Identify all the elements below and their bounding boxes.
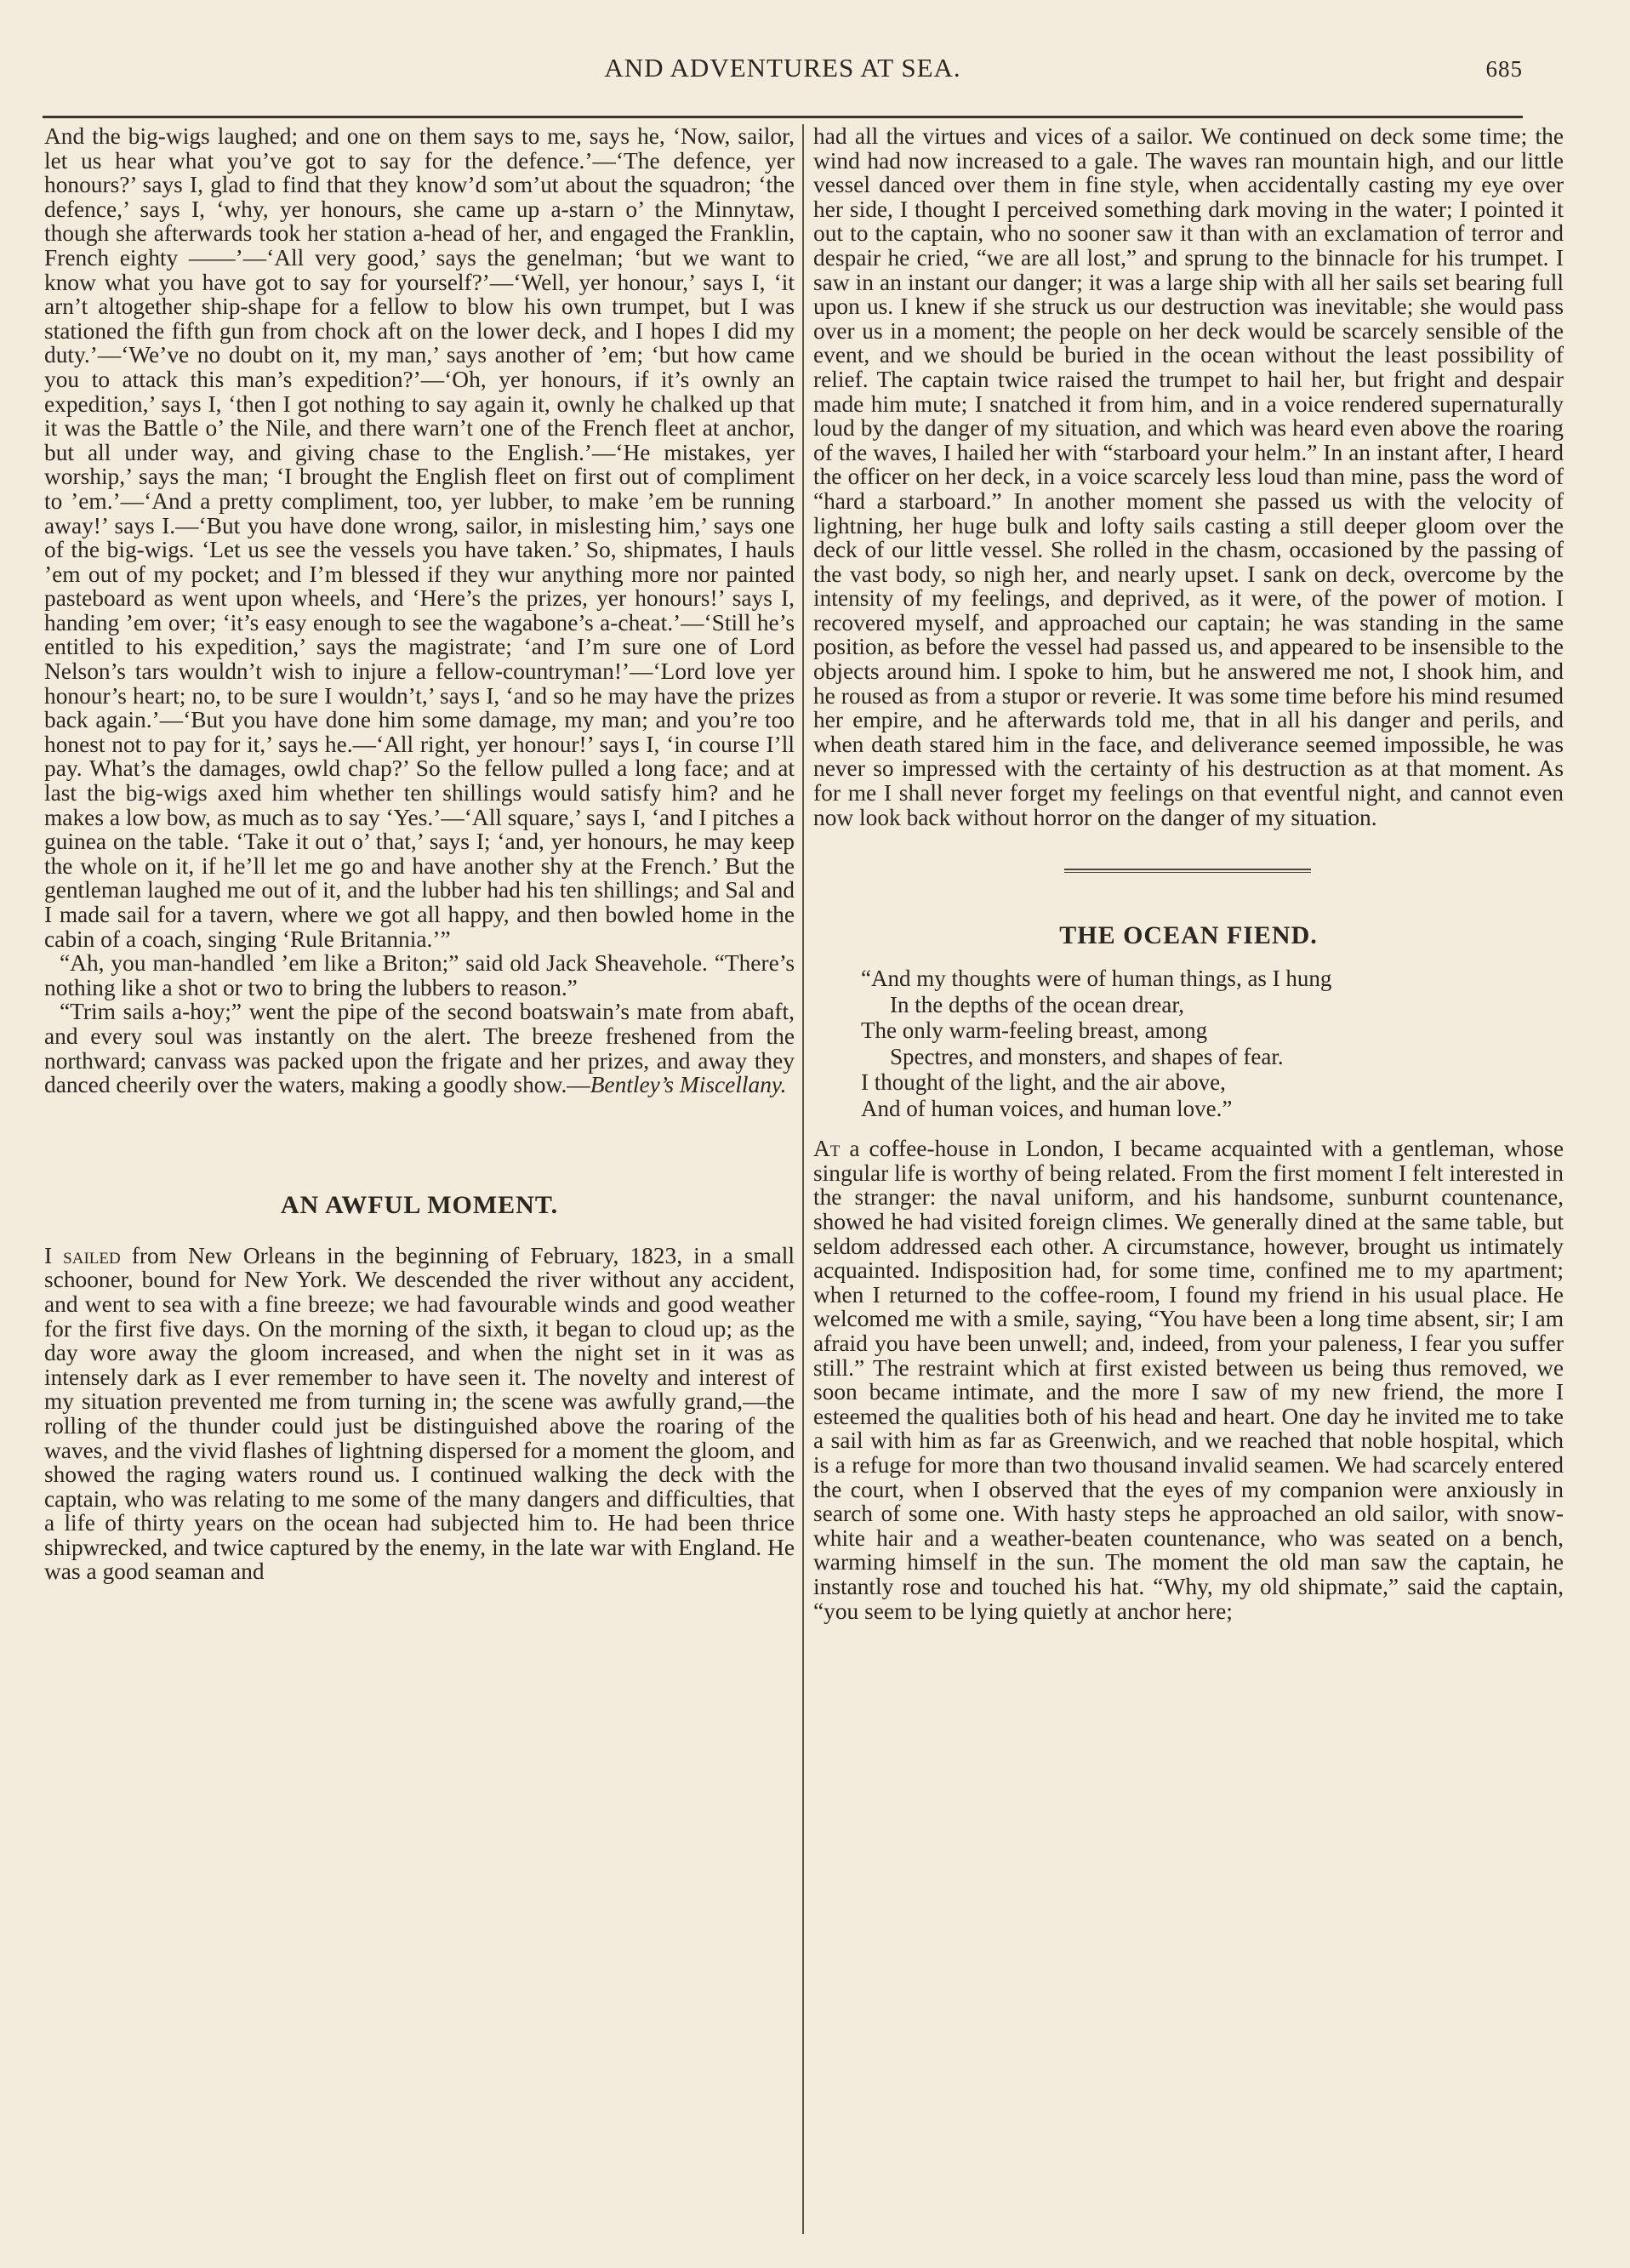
article-title: THE OCEAN FIEND.	[1059, 921, 1318, 950]
article-title: AN AWFUL MOMENT.	[280, 1190, 559, 1219]
story-paragraph: had all the virtues and vices of a sailor. We continued on deck some time; the wind had now increased to a gale. The waves ran mountain high, and our little vessel danced over them in fine style, when accidentally casting my eye over her side, I thought I perceived something dark moving in the water; I pointed it out to the captain, who no sooner saw it than with an exclamation of terror and despair he cried, “we are all lost,” and sprung to the binnacle for his trumpet. I saw in an instant our danger; it was a large ship with all her sails set bearing full upon us. I knew if she struck us our destruction was inevitable; she would pass over us in a moment; the people on her deck would be scarcely sensible of the event, and we should be buried in the ocean without the least possibility of relief. The captain twice raised the trumpet to hail her, but fright and despair made him mute; I snatched it from him, and in a voice rendered supernaturally loud by the danger of my situation, and which was heard even above the roaring of the waves, I hailed her with “starboard your helm.” In an instant after, I heard the officer on her deck, in a voice scarcely less loud than mine, pass the word of “hard a starboard.” In another moment she passed us with the velocity of lightning, her huge bulk and lofty sails casting a still deeper gloom over the deck of our little vessel. She rolled in the chasm, occasioned by the passing of the vast body, so nigh her, and nearly upset. I sank on deck, overcome by the intensity of my feelings, and deprived, as it were, of the power of motion. I recovered myself, and approached our captain; he was standing in the same position, as before the vessel had passed us, and appeared to be insensible to the objects around him. I spoke to him, but he answered me not, I shook him, and he roused as from a stupor or reverie. It was some time before his mind resumed her empire, and he afterwards told me, that in all his danger and perils, and when death stared him in the face, and deliverance seemed impossible, he was never so impressed with the certainty of his destruction as at that moment. As for me I shall never forget my feelings on that eventful night, and cannot even now look back without horror on the danger of my situation.	[813, 123, 1564, 830]
story-paragraph: And the big-wigs laughed; and one on them says to me, says he, ‘Now, sailor, let us hear what you’ve got to say for the defence.’—‘The defence, yer honours?’ says I, glad to find that they know’d som’ut about the squadron; ‘the defence,’ says I, ‘why, yer honours, she came up a-starn o’ the Minnytaw, though she afterwards took her station a-head of her, and engaged the Franklin, French eighty ——’—‘All very good,’ says the genelman; ‘but we want to know what you have got to say for yourself?’—‘Well, yer honour,’ says I, ‘it arn’t altogether ship-shape for a fellow to blow his own trumpet, but I was stationed the fifth gun from chock aft on the lower deck, and I hopes I did my duty.’—‘We’ve no doubt on it, my man,’ says another of ’em; ‘but how came you to attack this man’s expedition?’—‘Oh, yer honours, if it’s ownly an expedition,’ says I, ‘then I got nothing to say again it, ownly he chalked up that it was the Battle o’ the Nile, and there warn’t one of the French fleet at anchor, but all under way, and giving chase to the English.’—‘He mistakes, yer worship,’ says the man; ‘I brought the English fleet on first out of compliment to ’em.’—‘And a pretty compliment, too, yer lubber, to make ’em be running away!’ says I.—‘But you have done wrong, sailor, in mislesting him,’ says one of the big-wigs. ‘Let us see the vessels you have taken.’ So, shipmates, I hauls ’em out of my pocket; and I’m blessed if they wur anything more nor painted pasteboard as went upon wheels, and ‘Here’s the prizes, yer honours!’ says I, handing ’em over; ‘it’s easy enough to see the wagabone’s a-cheat.’—‘Still he’s entitled to his expedition,’ says the magistrate; ‘and I’m sure one of Lord Nelson’s tars wouldn’t wish to injure a fellow-countryman!’—‘Lord love yer honour’s heart; no, to be sure I wouldn’t,’ says I, ‘and so he may have the prizes back again.’—‘But you have done him some damage, my man; and you’re too honest not to pay for it,’ says he.—‘All right, yer honour!’ says I, ‘in course I’ll pay. What’s the damages, owld chap?’ So the fellow pulled a long face; and at last the big-wigs axed him whether ten shillings would satisfy him? and he makes a low bow, as much as to say ‘Yes.’—‘All square,’ says I, ‘and I pitches a guinea on the table. ‘Take it out o’ that,’ says I; ‘and, yer honours, he may keep the whole on it, if he’ll let me go and have another shy at the French.’ But the gentleman laughed me out of it, and the lubber had his ten shillings; and Sal and I made sail for a tavern, where we got all happy, and then bowled home in the cabin of a coach, singing ‘Rule Britannia.’”	[44, 123, 795, 952]
poem-line: The only warm-feeling breast, among	[861, 1017, 1208, 1044]
article-dropcap: I sailed	[44, 1242, 121, 1268]
story-paragraph: “Ah, you man-handled ’em like a Briton;” said old Jack Sheavehole. “There’s nothing like a shot or two to bring the lubbers to reason.”	[44, 950, 795, 1000]
header-title: AND ADVENTURES AT SEA.	[604, 53, 961, 83]
page-number: 685	[1485, 56, 1523, 82]
right-column	[813, 124, 1564, 2251]
header-rule	[43, 116, 1523, 118]
running-header	[43, 53, 1523, 92]
article-dropcap: At	[813, 1136, 841, 1162]
poem-line: Spectres, and monsters, and shapes of fear.	[890, 1043, 1284, 1069]
left-column	[44, 124, 795, 2251]
column-divider	[802, 124, 804, 2234]
poem-line: And of human voices, and human love.”	[861, 1095, 1233, 1121]
article-paragraph	[813, 1137, 1564, 1623]
article-text: from New Orleans in the beginning of February, 1823, in a small schooner, bound for New York. We descended the river without any accident, and went to sea with a fine breeze; we had favourable winds and good weather for the first five days. On the morning of the sixth, it began to cloud up; as the day wore away the gloom increased, and when the night set in it was as intensely dark as I ever remember to have seen it. The novelty and interest of my situation prevented me from turning in; the scene was awfully grand,—the rolling of the thunder could just be distinguished above the roaring of the waves, and the vivid flashes of lightning dispersed for a moment the gloom, and showed the raging waters round us. I continued walking the deck with the captain, who was relating to me some of the many dangers and difficulties, that a life of thirty years on the ocean had subjected him to. He had been thrice shipwrecked, and twice captured by the enemy, in the late war with England. He was a good seaman and	[44, 1242, 795, 1585]
poem-line: “And my thoughts were of human things, as I hung	[861, 966, 1332, 992]
epigraph-poem	[813, 966, 1564, 1121]
poem-line: I thought of the light, and the air above,	[861, 1069, 1226, 1096]
story-closing-text: “Trim sails a-hoy;” went the pipe of the second boatswain’s mate from abaft, and every soul was instantly on the alert. The breeze freshened from the northward; canvass was packed upon the frigate and her prizes, and away they danced cheerily over the waters, making a goodly show.—	[44, 999, 795, 1098]
section-ornament	[813, 863, 1564, 877]
article-text: a coffee-house in London, I became acquainted with a gentleman, whose singular life is worthy of being related. From the first moment I felt interested in the stranger: the naval uniform, and his handsome, sunburnt countenance, showed he had visited foreign climes. We generally dined at the same table, but seldom addressed each other. A circumstance, however, brought us intimately acquainted. Indisposition had, for some time, confined me to my apartment; when I returned to the coffee-room, I found my friend in his usual place. He welcomed me with a smile, saying, “You have been a long time absent, sir; I am afraid you have been unwell; and, indeed, from your paleness, I fear you suffer still.” The restraint which at first existed between us being thus removed, we soon became intimate, and the more I saw of my new friend, the more I esteemed the qualities both of his head and heart. One day he invited me to take a sail with him as far as Greenwich, and we reached that noble hospital, which is a refuge for more than two thousand invalid seamen. We had scarcely entered the court, when I observed that the eyes of my companion were anxiously in search of some one. With hasty steps he approached an old sailor, with snow-white hair and a weather-beaten countenance, who was seated on a bench, warming himself in the sun. The moment the old man saw the captain, he instantly rose and touched his hat. “Why, my old shipmate,” said the captain, “you seem to be lying quietly at anchor here;	[813, 1136, 1564, 1624]
poem-line: In the depths of the ocean drear,	[890, 991, 1185, 1017]
story-paragraph	[44, 1000, 795, 1097]
article-paragraph	[44, 1244, 795, 1584]
source-attribution: Bentley’s Miscellany.	[590, 1072, 787, 1098]
